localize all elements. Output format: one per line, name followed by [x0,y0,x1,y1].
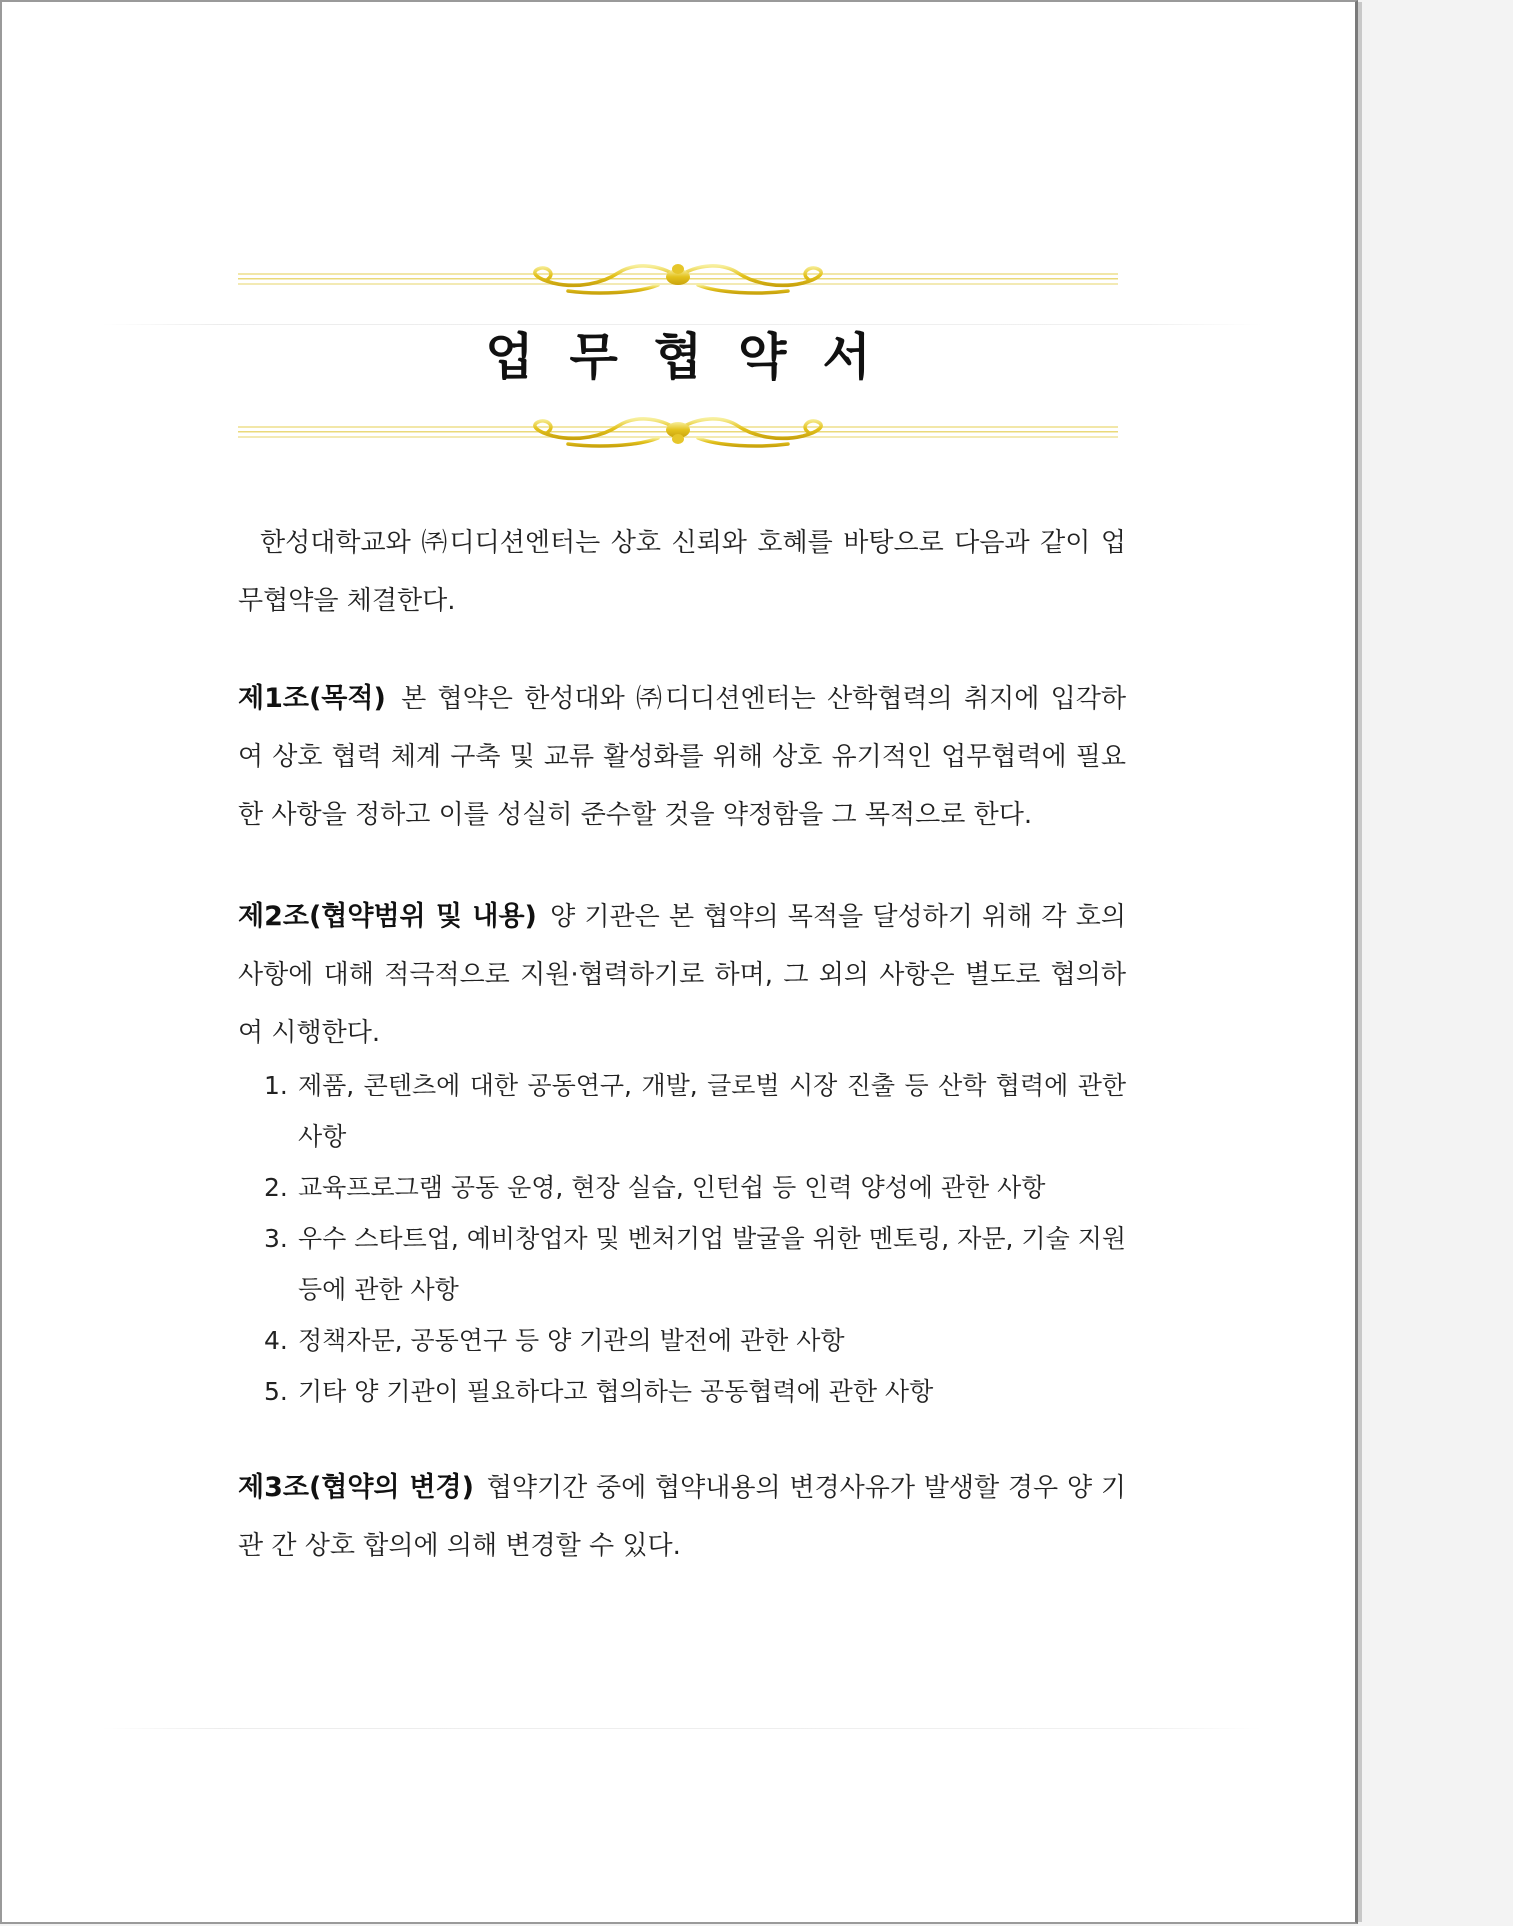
article-2 [238,888,1126,1417]
article-1-text: 본 협약은 한성대와 ㈜디디션엔터는 산학협력의 취지에 입각하여 상호 협력 체계 구축 및 교류 활성화를 위해 상호 유기적인 업무협력에 필요한 사항을 정하고 이를 성실히 준수할 것을 약정함을 그 목적으로 한다. [238,684,1126,830]
article-1 [238,670,1126,844]
article-2-heading: 제2조(협약범위 및 내용) [238,901,537,932]
article-2-text: 양 기관은 본 협약의 목적을 달성하기 위해 각 호의 사항에 대해 적극적으로 지원·협력하기로 하며, 그 외의 사항은 별도로 협의하여 시행한다. [238,902,1126,1048]
list-item-number: 1. [264,1071,288,1100]
list-item [264,1162,1126,1213]
list-item-number: 5. [264,1377,288,1406]
scan-artifact-line [102,1728,1262,1729]
article-3-text: 협약기간 중에 협약내용의 변경사유가 발생할 경우 양 기관 간 상호 합의에 의해 변경할 수 있다. [238,1473,1126,1561]
list-item [264,1060,1126,1162]
list-item-text: 기타 양 기관이 필요하다고 협의하는 공동협력에 관한 사항 [298,1377,934,1406]
article-2-item-list [238,1060,1126,1417]
scan-artifact-line [102,324,1262,325]
list-item-text: 정책자문, 공동연구 등 양 기관의 발전에 관한 사항 [298,1326,845,1355]
document-body [238,514,1126,1619]
article-3 [238,1459,1126,1575]
article-1-heading: 제1조(목적) [238,683,386,714]
list-item-text: 교육프로그램 공동 운영, 현장 실습, 인턴쉽 등 인력 양성에 관한 사항 [298,1173,1046,1202]
list-item-number: 3. [264,1224,288,1253]
list-item-text: 제품, 콘텐츠에 대한 공동연구, 개발, 글로벌 시장 진출 등 산학 협력에 관한 사항 [298,1071,1126,1151]
gold-ornament-bottom-icon [238,406,1118,452]
list-item-number: 2. [264,1173,288,1202]
article-3-heading: 제3조(협약의 변경) [238,1472,474,1503]
list-item [264,1366,1126,1417]
intro-paragraph: 한성대학교와 ㈜디디션엔터는 상호 신뢰와 호혜를 바탕으로 다음과 같이 업무협약을 체결한다. [238,528,1126,616]
list-item [264,1315,1126,1366]
list-item-number: 4. [264,1326,288,1355]
list-item [264,1213,1126,1315]
list-item-text: 우수 스타트업, 예비창업자 및 벤처기업 발굴을 위한 멘토링, 자문, 기술 지원 등에 관한 사항 [298,1224,1126,1304]
gold-ornament-top-icon [238,259,1118,305]
document-title: 업무협약서 [485,327,907,386]
